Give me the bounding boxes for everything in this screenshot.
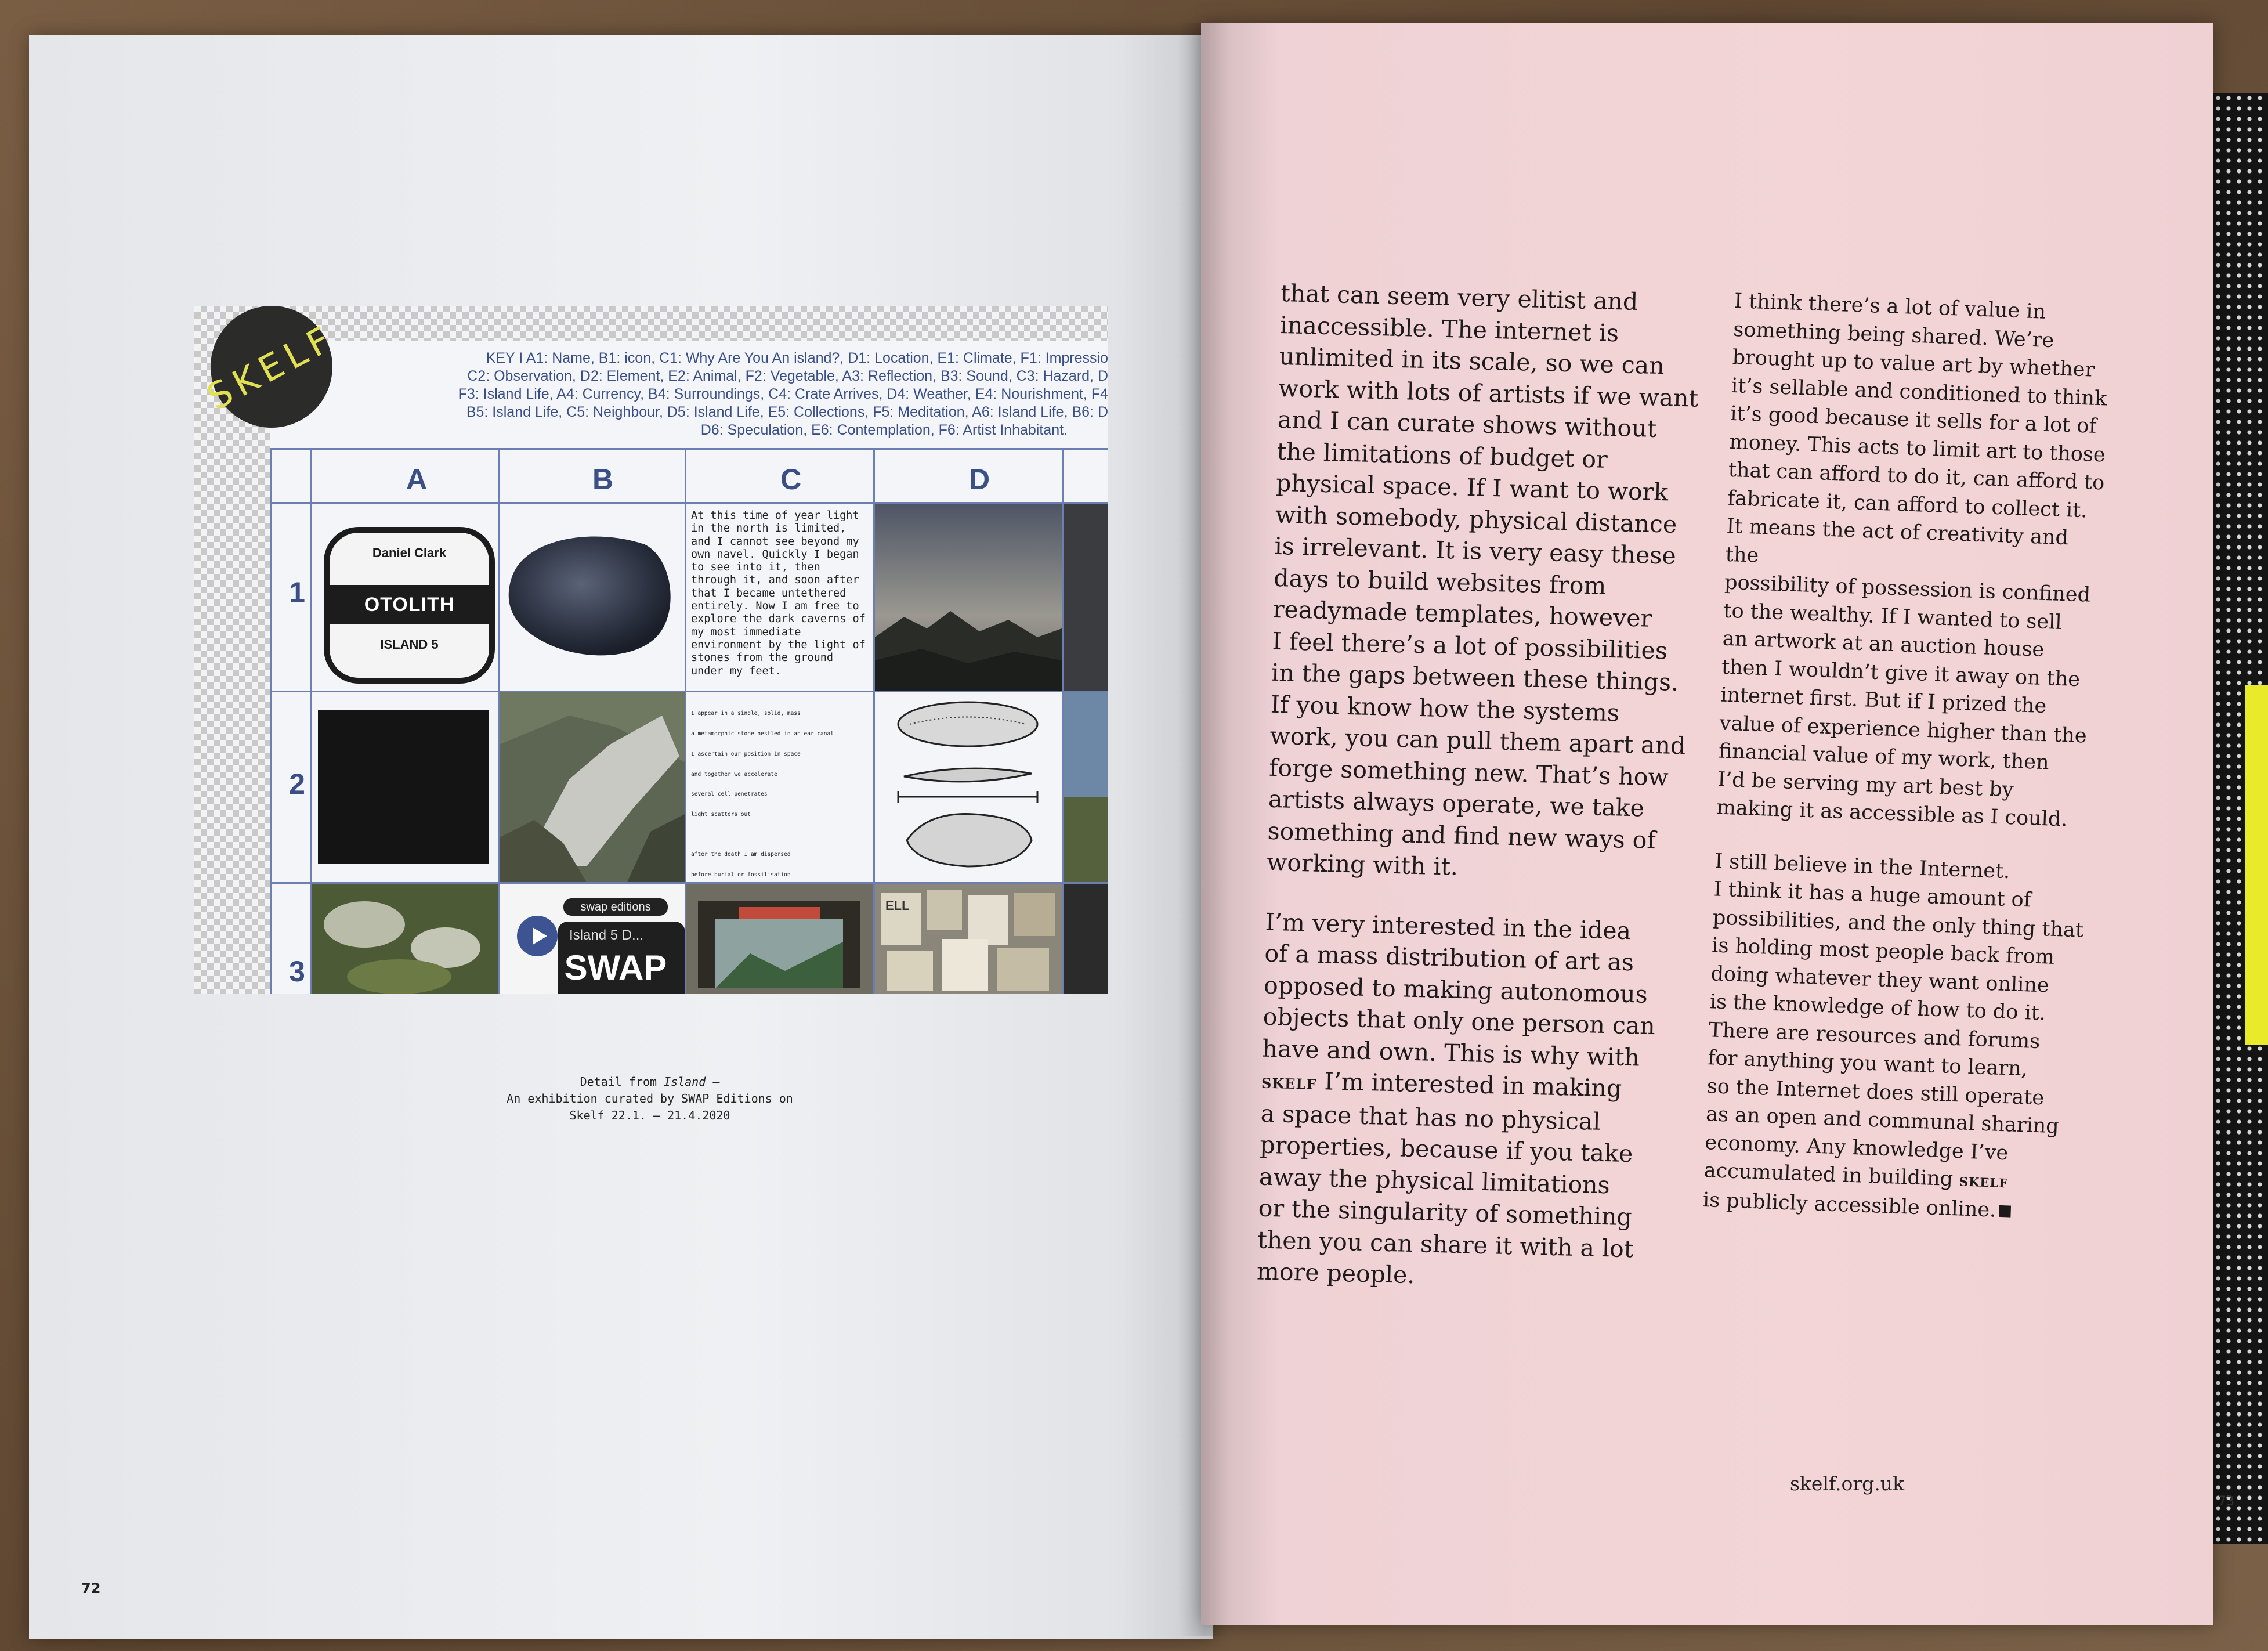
c2-line: I ascertain our position in space bbox=[691, 750, 801, 757]
text-line: the limitations of budget or bbox=[1276, 437, 1608, 474]
c1-text: At this time of year light in the north is limited, and I cannot see beyond my own navel. Quickly I began to see into it, then through it, and soon after that I became untethered entirely. Now I am free to explore the dark caverns of my most immediate environment by the light of stones from the ground under my feet. bbox=[691, 510, 866, 677]
text-line: properties, because if you take bbox=[1259, 1130, 1633, 1168]
cell-d3 bbox=[875, 884, 1062, 994]
otolith-drawings bbox=[875, 692, 1062, 882]
otolith-badge bbox=[324, 527, 495, 684]
text-line: something and find new ways of bbox=[1267, 817, 1656, 854]
row-header-2: 2 bbox=[289, 768, 305, 800]
text-line: as an open and communal sharing bbox=[1705, 1103, 2060, 1139]
c2-line: and together we accelerate bbox=[691, 771, 777, 778]
cell-a1 bbox=[312, 504, 498, 691]
black-image bbox=[318, 710, 489, 864]
c2-line: after the death I am dispersed bbox=[691, 851, 791, 858]
text-line: readymade templates, however bbox=[1272, 595, 1652, 633]
caption-line-2: An exhibition curated by SWAP Editions on bbox=[507, 1092, 793, 1106]
key-line: C2: Observation, D2: Element, E2: Animal, F2: Vegetable, A3: Reflection, B3: Sound, C3: Hazard, D bbox=[467, 368, 1108, 384]
text-line: or the singularity of something bbox=[1258, 1194, 1633, 1231]
text-line: economy. Any knowledge I’ve bbox=[1704, 1130, 2009, 1165]
cell-b2 bbox=[500, 692, 685, 882]
text-line: working with it. bbox=[1266, 848, 1459, 881]
caption-line-3: Skelf 22.1. – 21.4.2020 bbox=[569, 1108, 730, 1122]
framed-sign-photo bbox=[686, 884, 873, 994]
text-line: it’s sellable and conditioned to think bbox=[1731, 374, 2107, 410]
text-line: If you know how the systems bbox=[1270, 690, 1620, 727]
poster-text: ELL bbox=[885, 898, 910, 913]
skelf-smallcaps: skelf bbox=[1261, 1069, 1318, 1094]
cell-c2 bbox=[686, 692, 873, 882]
text-line: in the gaps between these things. bbox=[1271, 658, 1679, 696]
text-line: of a mass distribution of art as bbox=[1264, 939, 1634, 977]
text-line: is irrelevant. It is very easy these bbox=[1274, 532, 1677, 570]
grid-key bbox=[348, 349, 1108, 439]
key-line: D6: Speculation, E6: Contemplation, F6: Artist Inhabitant. bbox=[700, 422, 1068, 438]
text-line: an artwork at an auction house bbox=[1722, 627, 2045, 662]
cell-a2 bbox=[312, 692, 498, 882]
c2-line: light scatters out bbox=[691, 811, 751, 818]
play-icon[interactable] bbox=[517, 916, 558, 956]
text-line: away the physical limitations bbox=[1258, 1162, 1611, 1199]
badge-artist: Daniel Clark bbox=[372, 545, 447, 560]
text-line: There are resources and forums bbox=[1708, 1018, 2041, 1053]
text-line: It means the act of creativity and the bbox=[1725, 514, 2069, 568]
text-line: making it as accessible as I could. bbox=[1716, 796, 2068, 832]
cell-b1 bbox=[500, 504, 685, 691]
text-line: opposed to making autonomous bbox=[1263, 971, 1648, 1009]
text-line: work, you can pull them apart and bbox=[1269, 721, 1686, 760]
swap-tag: swap editions bbox=[563, 898, 668, 916]
column-header-a: A bbox=[406, 463, 428, 496]
text-line: so the Internet does still operate bbox=[1706, 1074, 2045, 1110]
rock-outcrop-photo bbox=[500, 692, 685, 882]
text-line: something being shared. We’re bbox=[1732, 317, 2054, 352]
text-column-1 bbox=[1256, 277, 1704, 1298]
text-line: is holding most people back from bbox=[1711, 934, 2055, 969]
text-line: internet first. But if I prized the bbox=[1720, 683, 2047, 718]
caption-line-1 bbox=[389, 1074, 911, 1090]
skelf-smallcaps: skelf bbox=[1959, 1170, 2009, 1193]
paragraph bbox=[1267, 277, 1705, 888]
paragraph bbox=[1702, 847, 2092, 1227]
page-number-left: 72 bbox=[81, 1580, 101, 1596]
text-line: to the wealthy. If I wanted to sell bbox=[1723, 599, 2063, 634]
text-line: more people. bbox=[1256, 1257, 1415, 1289]
page-number-right: 73 bbox=[2218, 1494, 2234, 1509]
figure-caption bbox=[389, 1074, 911, 1124]
skelf-logo bbox=[200, 306, 343, 428]
text-line: it’s good because it sells for a lot of bbox=[1730, 402, 2097, 438]
column-header-c: C bbox=[780, 463, 802, 496]
text-line: and I can curate shows without bbox=[1277, 405, 1657, 443]
book-gutter bbox=[1178, 23, 1230, 1636]
text-line: work with lots of artists if we want bbox=[1278, 374, 1699, 413]
text-line: I’m very interested in the idea bbox=[1265, 908, 1632, 945]
c2-line: a metamorphic stone nestled in an ear canal bbox=[691, 730, 834, 737]
c2-line: several cell penetrates bbox=[691, 791, 768, 798]
end-mark-icon bbox=[1999, 1205, 2012, 1218]
text-line: doing whatever they want online bbox=[1710, 962, 2050, 998]
island-grid-figure bbox=[194, 306, 1108, 994]
text-line: money. This acts to limit art to those bbox=[1729, 430, 2106, 467]
dusk-landscape-photo bbox=[875, 504, 1062, 691]
swap-logo-box bbox=[558, 922, 685, 994]
text-line: then I wouldn’t give it away on the bbox=[1721, 655, 2081, 691]
text-line: then you can share it with a lot bbox=[1257, 1226, 1634, 1263]
cell-e3-partial bbox=[1064, 884, 1108, 994]
text-line: for anything you want to learn, bbox=[1707, 1046, 2028, 1081]
skelf-logo-text: SKELF bbox=[200, 315, 343, 418]
badge-subtitle: ISLAND 5 bbox=[380, 637, 439, 652]
key-line: F3: Island Life, A4: Currency, B4: Surroundings, C4: Crate Arrives, D4: Weather, E4: Nourishment, F4 bbox=[458, 386, 1108, 402]
text-line: physical space. If I want to work bbox=[1275, 468, 1669, 507]
caption-suffix: – bbox=[706, 1075, 720, 1089]
caption-title: Island bbox=[664, 1075, 706, 1089]
text-column-2 bbox=[1702, 287, 2111, 1227]
badge-title: OTOLITH bbox=[324, 585, 495, 624]
text-line: a space that has no physical bbox=[1260, 1099, 1601, 1136]
text-line: artists always operate, we take bbox=[1268, 785, 1645, 822]
c2-text bbox=[691, 697, 871, 882]
text-line: with somebody, physical distance bbox=[1275, 500, 1677, 539]
cell-e1-partial bbox=[1064, 504, 1108, 691]
text-line: that can afford to do it, can afford to bbox=[1728, 458, 2105, 495]
text-line: is publicly accessible online. bbox=[1702, 1188, 1996, 1222]
cell-d2 bbox=[875, 692, 1062, 882]
column-header-d: D bbox=[968, 463, 990, 496]
text-line: possibility of possession is confined bbox=[1724, 570, 2091, 607]
paragraph bbox=[1256, 906, 1689, 1298]
cell-c3 bbox=[686, 884, 873, 994]
text-line: inaccessible. The internet is bbox=[1279, 310, 1619, 347]
text-line: I’d be serving my art best by bbox=[1717, 767, 2014, 801]
posters-collage-photo bbox=[875, 884, 1062, 994]
paragraph bbox=[1716, 287, 2112, 835]
footer-url: skelf.org.uk bbox=[1790, 1472, 1905, 1495]
key-line: KEY I A1: Name, B1: icon, C1: Why Are You An island?, D1: Location, E1: Climate, F1: Impressio bbox=[486, 350, 1108, 366]
cell-c1 bbox=[686, 504, 873, 691]
row-header-1: 1 bbox=[289, 576, 305, 609]
text-line: financial value of my work, then bbox=[1718, 739, 2050, 775]
row-header-3: 3 bbox=[289, 955, 305, 988]
text-line: I think it has a huge amount of bbox=[1713, 877, 2032, 912]
text-line: is the knowledge of how to do it. bbox=[1709, 990, 2046, 1025]
key-line: B5: Island Life, C5: Neighbour, D5: Island Life, E5: Collections, F5: Meditation, A6: Island Life, B6: D bbox=[466, 404, 1108, 420]
text-line: unlimited in its scale, so we can bbox=[1279, 342, 1665, 380]
c2-line: before burial or fossilisation bbox=[691, 871, 791, 878]
text-line: accumulated in building bbox=[1703, 1159, 1960, 1191]
text-line: I still believe in the Internet. bbox=[1714, 849, 2010, 883]
text-line: have and own. This is why with bbox=[1261, 1034, 1640, 1071]
back-cover-yellow-accent bbox=[2245, 685, 2268, 1045]
grid-line bbox=[270, 448, 1108, 450]
grid-line bbox=[270, 448, 272, 994]
column-header-b: B bbox=[592, 463, 614, 496]
text-line: that can seem very elitist and bbox=[1280, 279, 1638, 316]
cell-a3 bbox=[312, 884, 498, 994]
text-line: I think there’s a lot of value in bbox=[1734, 289, 2046, 324]
caption-prefix: Detail from bbox=[580, 1075, 664, 1089]
text-line: objects that only one person can bbox=[1263, 1002, 1656, 1041]
cell-e2-partial bbox=[1064, 692, 1108, 882]
text-line: I feel there’s a lot of possibilities bbox=[1272, 627, 1668, 664]
text-line: brought up to value art by whether bbox=[1732, 345, 2095, 382]
text-line: possibilities, and the only thing that bbox=[1712, 905, 2084, 942]
text-line: days to build websites from bbox=[1273, 563, 1607, 600]
cell-b3 bbox=[500, 884, 685, 994]
text-line: I’m interested in making bbox=[1316, 1067, 1622, 1103]
otolith-stone-image bbox=[500, 504, 685, 691]
cell-d1 bbox=[875, 504, 1062, 691]
swap-logo: SWAP bbox=[564, 948, 667, 987]
text-line: forge something new. That’s how bbox=[1268, 753, 1669, 792]
c2-line: I appear in a single, solid, mass bbox=[691, 710, 801, 717]
text-line: value of experience higher than the bbox=[1719, 711, 2088, 748]
text-line: fabricate it, can afford to collect it. bbox=[1727, 486, 2088, 522]
swap-title: Island 5 D... bbox=[569, 927, 644, 943]
moss-photo bbox=[312, 884, 498, 994]
